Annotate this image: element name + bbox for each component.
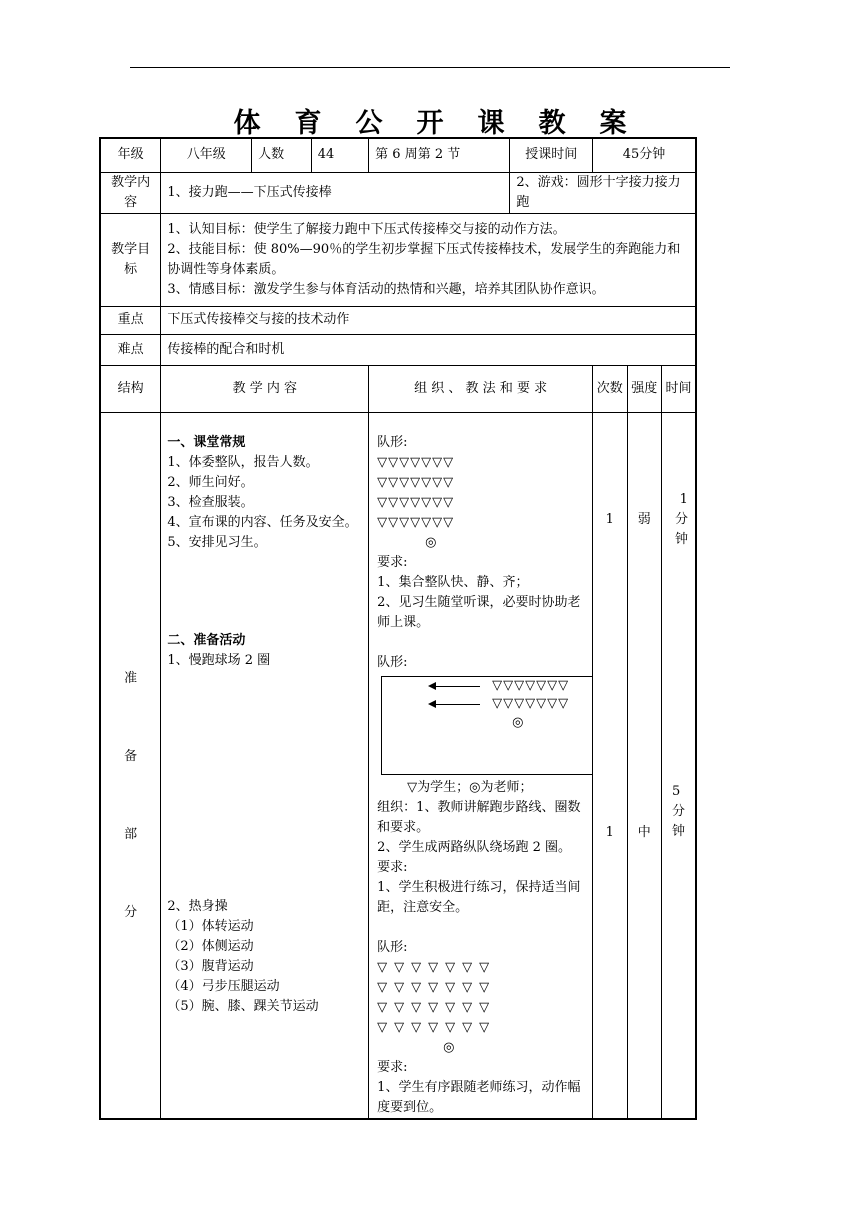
col-duration: 时间 <box>661 365 696 412</box>
exercise-formation-row: ▽▽▽▽▽▽▽ <box>377 999 497 1015</box>
time-value: 45分钟 <box>593 138 696 172</box>
count-value: 44 <box>311 138 368 172</box>
routine-req-1: 1、集合整队快、静、齐； <box>377 574 529 590</box>
goal-1: 1、认知目标：使学生了解接力跑中下压式传接棒交与接的动作方法。 <box>167 221 566 237</box>
page-title: 体育公开课教案 <box>233 108 661 139</box>
difficulty-row <box>100 334 696 365</box>
section-char-4: 分 <box>124 905 138 920</box>
routine-formation-row: ▽▽▽▽▽▽▽ <box>377 514 455 530</box>
routine-times: 1 <box>605 511 614 527</box>
routine-formation-row: ▽▽▽▽▽▽▽ <box>377 454 455 470</box>
exercise-formation-row: ▽▽▽▽▽▽▽ <box>377 979 497 995</box>
method-column <box>369 412 593 1119</box>
col-method: 组 织 、 教 法 和 要 求 <box>369 365 593 412</box>
grade-label: 年级 <box>100 138 161 172</box>
routine-req-label: 要求: <box>377 554 408 570</box>
count-label: 人数 <box>252 138 312 172</box>
col-intensity: 强度 <box>627 365 661 412</box>
warmup-heading: 二、准备活动 <box>167 632 246 648</box>
exercise-item-2: （2）体侧运动 <box>167 938 254 954</box>
routine-item-4: 4、宣布课的内容、任务及安全。 <box>167 514 358 530</box>
routine-formation-label: 队形: <box>377 434 408 450</box>
week-value: 第 6 周第 2 节 <box>369 138 510 172</box>
exercise-item-4: （4）弓步压腿运动 <box>167 978 280 994</box>
goals-label: 教学目标 <box>100 213 161 306</box>
legend: ▽为学生；◎为老师； <box>407 779 533 795</box>
key-point-row <box>100 306 696 334</box>
goal-2: 2、技能目标：使 80%—90％的学生初步掌握下压式传接棒技术，发展学生的奔跑能力和协调性等身体素质。 <box>167 241 681 277</box>
warmup-org: 组织：1、教师讲解跑步路线、圈数和要求。 <box>377 799 581 835</box>
warmup-item: 1、慢跑球场 2 圈 <box>167 652 271 668</box>
routine-item-1: 1、体委整队，报告人数。 <box>167 454 319 470</box>
times-column <box>593 412 627 1119</box>
content-item-1: 1、接力跑——下压式传接棒 <box>161 172 510 213</box>
duration-column <box>661 412 696 1119</box>
routine-item-2: 2、师生问好。 <box>167 474 254 490</box>
exercise-item-3: （3）腹背运动 <box>167 958 254 974</box>
intensity-column <box>627 412 661 1119</box>
exercise-item-1: （1）体转运动 <box>167 918 254 934</box>
header-rule <box>130 67 730 68</box>
difficulty-value: 传接棒的配合和时机 <box>161 334 696 365</box>
goal-3: 3、情感目标：激发学生参与体育活动的热情和兴趣，培养其团队协作意识。 <box>167 281 605 297</box>
exercise-formation-row: ▽▽▽▽▽▽▽ <box>377 1019 497 1035</box>
section-char-3: 部 <box>124 827 138 842</box>
exercise-item-5: （5）腕、膝、踝关节运动 <box>167 998 319 1014</box>
routine-duration: 1分钟 <box>674 491 688 547</box>
col-content: 教 学 内 容 <box>161 365 369 412</box>
content-item-2: 2、游戏：圆形十字接力接力跑 <box>510 172 696 213</box>
content-label: 教学内容 <box>100 172 161 213</box>
section-name <box>100 412 161 1119</box>
warmup-req-label: 要求: <box>377 859 408 875</box>
warmup-intensity: 中 <box>637 824 651 840</box>
teacher-mark: ◎ <box>512 714 525 730</box>
exercise-req: 1、学生有序跟随老师练习，动作幅度要到位。 <box>377 1079 581 1115</box>
key-point-value: 下压式传接棒交与接的技术动作 <box>161 306 696 334</box>
warmup-org-2: 2、学生成两路纵队绕场跑 2 圈。 <box>377 839 571 855</box>
teacher-mark: ◎ <box>425 534 437 550</box>
column-header-row <box>100 365 696 412</box>
routine-item-5: 5、安排见习生。 <box>167 534 267 550</box>
difficulty-label: 难点 <box>100 334 161 365</box>
content-row <box>100 172 696 213</box>
routine-intensity: 弱 <box>637 511 651 527</box>
lesson-plan-table <box>99 137 697 1120</box>
routine-heading: 一、课堂常规 <box>167 434 246 450</box>
goals-text <box>161 213 696 306</box>
col-times: 次数 <box>593 365 627 412</box>
teacher-mark: ◎ <box>443 1039 455 1055</box>
warmup-req: 1、学生积极进行练习，保持适当间距，注意安全。 <box>377 879 581 915</box>
warmup-times: 1 <box>605 824 614 840</box>
exercise-formation-row: ▽▽▽▽▽▽▽ <box>377 959 497 975</box>
key-point-label: 重点 <box>100 306 161 334</box>
diagram-row: ▽▽▽▽▽▽▽ <box>492 677 570 693</box>
exercise-req-label: 要求: <box>377 1059 408 1075</box>
section-row <box>100 412 696 1119</box>
diagram-row: ▽▽▽▽▽▽▽ <box>492 695 570 711</box>
content-column <box>161 412 369 1119</box>
running-track-diagram <box>381 676 592 775</box>
warmup-formation-label: 队形: <box>377 654 408 670</box>
routine-item-3: 3、检查服装。 <box>167 494 254 510</box>
time-label: 授课时间 <box>510 138 593 172</box>
arrow-left-icon <box>430 704 480 705</box>
goals-row <box>100 213 696 306</box>
warmup-duration: 5分钟 <box>671 783 685 839</box>
routine-req-2: 2、见习生随堂听课，必要时协助老师上课。 <box>377 594 581 630</box>
info-row <box>100 138 696 172</box>
col-structure: 结构 <box>100 365 161 412</box>
routine-formation-row: ▽▽▽▽▽▽▽ <box>377 494 455 510</box>
exercise-formation-label: 队形: <box>377 939 408 955</box>
grade-value: 八年级 <box>161 138 252 172</box>
routine-formation-row: ▽▽▽▽▽▽▽ <box>377 474 455 490</box>
arrow-left-icon <box>430 686 480 687</box>
section-char-1: 准 <box>124 671 138 686</box>
exercise-heading: 2、热身操 <box>167 898 228 914</box>
section-char-2: 备 <box>124 749 138 764</box>
